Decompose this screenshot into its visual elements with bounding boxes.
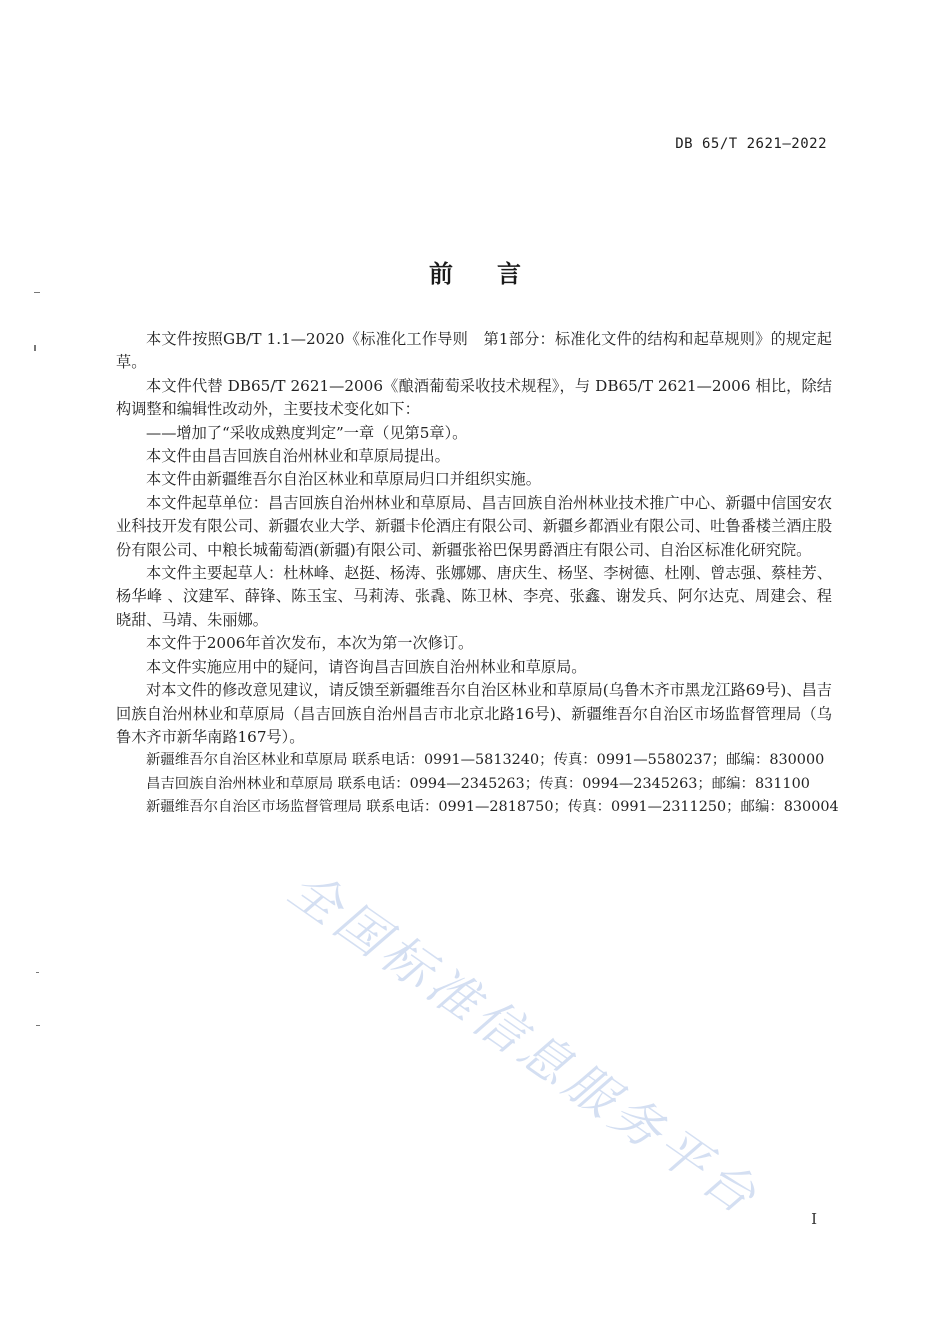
contact-line: 昌吉回族自治州林业和草原局 联系电话：0994—2345263；传真：0994—2345263；邮编：831100 xyxy=(146,775,810,792)
paragraph-drafting-units: 本文件起草单位：昌吉回族自治州林业和草原局、昌吉回族自治州林业技术推广中心、新疆中信国安农业科技开发有限公司、新疆农业大学、新疆卡伦酒庄有限公司、新疆乡都酒业有限公司、吐鲁番楼兰酒庄股份有限公司、中粮长城葡萄酒(新疆)有限公司、新疆张裕巴保男爵酒庄有限公司、自治区标准化研究院。 xyxy=(116,493,832,559)
contact-line: 新疆维吾尔自治区林业和草原局 联系电话：0991—5813240；传真：0991—5580237；邮编：830000 xyxy=(146,752,825,769)
paragraph-feedback: 对本文件的修改意见建议，请反馈至新疆维吾尔自治区林业和草原局(乌鲁木齐市黑龙江路69号)、昌吉回族自治州林业和草原局（昌吉回族自治州昌吉市北京北路16号)、新疆维吾尔自治区市场监督管理局（乌鲁木齐市新华南路167号）。 xyxy=(116,681,832,746)
watermark: 全国标准信息服务平台 xyxy=(278,859,771,1228)
page-number: I xyxy=(811,1210,817,1228)
paragraph-inquiries: 本文件实施应用中的疑问，请咨询昌吉回族自治州林业和草原局。 xyxy=(146,657,587,676)
paragraph-drafting-rules: 本文件按照GB/T 1.1—2020《标准化工作导则 第1部分：标准化文件的结构和起草规则》的规定起草。 xyxy=(116,330,832,372)
foreword-body xyxy=(116,328,839,820)
scan-artifact xyxy=(34,345,36,351)
scan-artifact xyxy=(36,1025,40,1026)
contact-line: 新疆维吾尔自治区市场监督管理局 联系电话：0991—2818750；传真：0991—2311250；邮编：830004 xyxy=(146,799,839,816)
paragraph-change-item: ——增加了“采收成熟度判定”一章（见第5章）。 xyxy=(146,423,468,442)
document-code: DB 65/T 2621—2022 xyxy=(675,136,827,152)
page-title: 前言 xyxy=(429,260,565,288)
paragraph-replacement: 本文件代替 DB65/T 2621—2006《酿酒葡萄采收技术规程》，与 DB65/T 2621—2006 相比，除结构调整和编辑性改动外，主要技术变化如下： xyxy=(116,376,832,419)
scan-artifact xyxy=(36,972,39,973)
scan-artifact xyxy=(34,292,40,293)
paragraph-administrator: 本文件由新疆维吾尔自治区林业和草原局归口并组织实施。 xyxy=(146,470,541,489)
paragraph-proposer: 本文件由昌吉回族自治州林业和草原局提出。 xyxy=(146,447,450,466)
paragraph-drafters: 本文件主要起草人：杜林峰、赵挺、杨涛、张娜娜、唐庆生、杨坚、李树德、杜刚、曾志强、蔡桂芳、杨华峰 、汶建军、薛锋、陈玉宝、马莉涛、张毳、陈卫林、李亮、张鑫、谢发兵、阿尔达克、周建会、程晓甜、马靖、朱丽娜。 xyxy=(116,564,832,629)
paragraph-publication-history: 本文件于2006年首次发布，本次为第一次修订。 xyxy=(146,634,474,653)
